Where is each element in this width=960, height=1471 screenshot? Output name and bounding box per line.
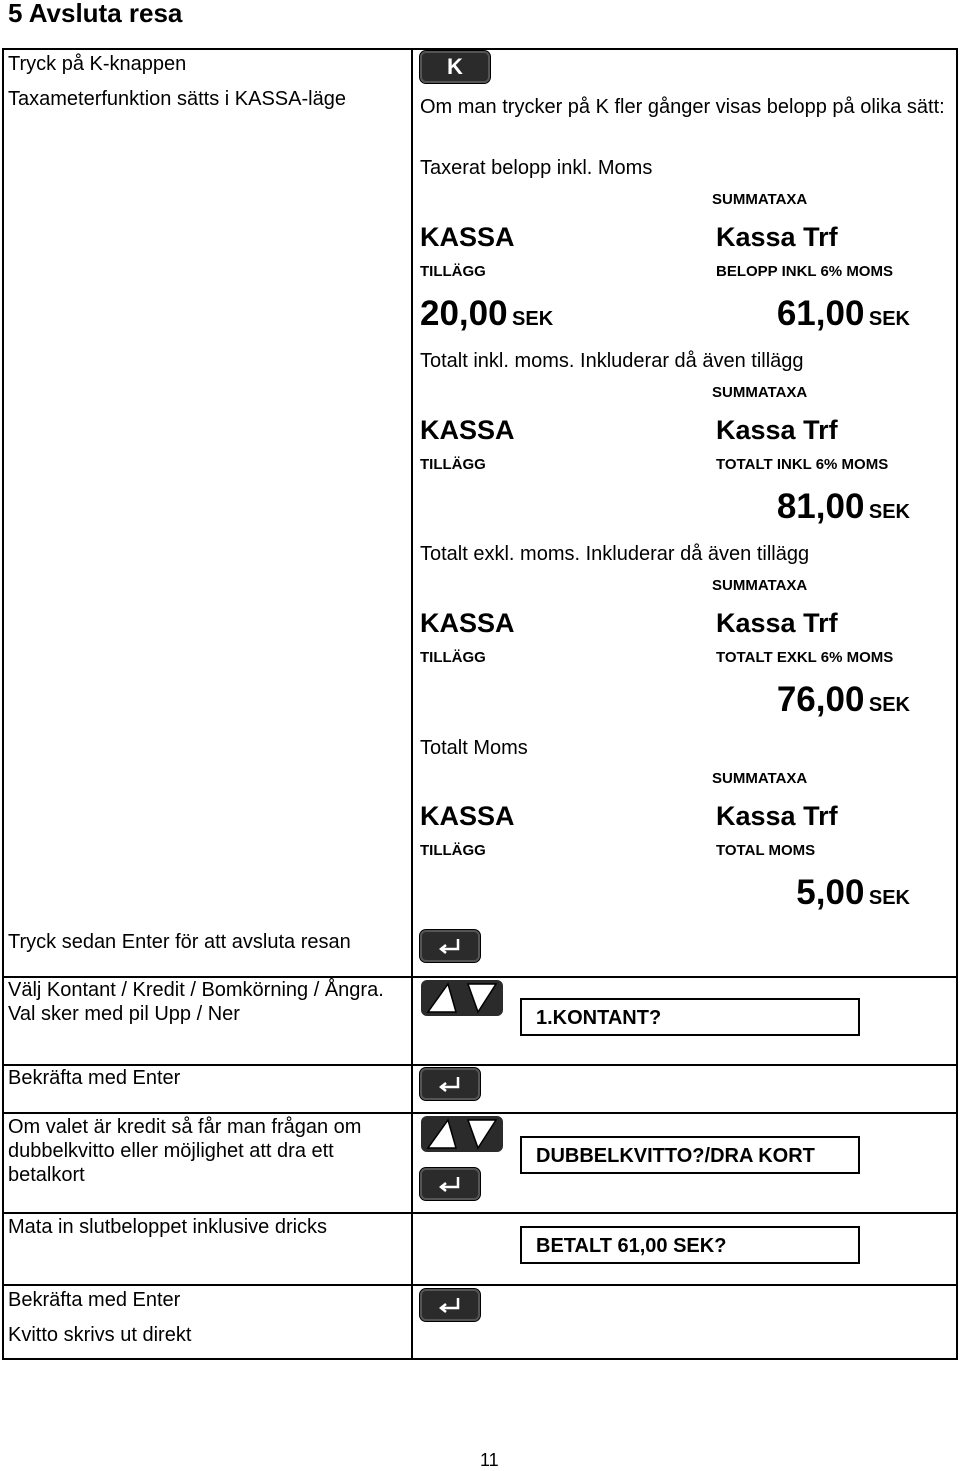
amount-display: 81,00 SEK (776, 487, 910, 526)
display-sublabel: BELOPP INKL 6% MOMS (716, 263, 893, 280)
summataxa-label: SUMMATAXA (712, 770, 808, 787)
amount-display: 76,00 SEK (776, 680, 910, 719)
block-heading: Taxerat belopp inkl. Moms (420, 157, 653, 179)
k-key-icon: K (420, 51, 490, 83)
enter-key-icon (420, 1168, 480, 1200)
display-betalt: BETALT 61,00 SEK? (520, 1226, 860, 1264)
instruction-credit: Om valet är kredit så får man frågan om dubbelkvitto eller möjlighet att dra ett betalkort (8, 1116, 362, 1186)
tillagg-label: TILLÄGG (420, 456, 486, 473)
page-number: 11 (480, 1450, 499, 1470)
table-right-border (956, 48, 958, 1360)
summataxa-label: SUMMATAXA (712, 384, 808, 401)
display-sublabel: TOTALT INKL 6% MOMS (716, 456, 889, 473)
instruction-kassa-mode: Taxameterfunktion sätts i KASSA-läge (8, 88, 346, 110)
instruction-choose-payment: Välj Kontant / Kredit / Bomkörning / Ångra. Val sker med pil Upp / Ner (8, 979, 384, 1025)
tillagg-label: TILLÄGG (420, 649, 486, 666)
left-amount: 20,00 SEK (420, 294, 554, 333)
instruction-press-enter: Tryck sedan Enter för att avsluta resan (8, 931, 351, 953)
kassa-label: KASSA (420, 608, 515, 638)
page-title: 5 Avsluta resa (8, 0, 183, 28)
up-down-arrow-keys-icon (420, 1115, 504, 1153)
instruction-enter-amount: Mata in slutbeloppet inklusive dricks (8, 1216, 328, 1238)
display-sublabel: TOTALT EXKL 6% MOMS (716, 649, 894, 666)
summataxa-label: SUMMATAXA (712, 191, 808, 208)
row-divider (2, 1112, 958, 1114)
instruction-confirm-enter: Bekräfta med Enter (8, 1067, 181, 1089)
column-divider (411, 48, 413, 1360)
kassa-trf-label: Kassa Trf (716, 801, 838, 831)
summataxa-label: SUMMATAXA (712, 577, 808, 594)
table-bottom-border (2, 1358, 958, 1360)
enter-key-icon (420, 1289, 480, 1321)
amount-display: 5,00 SEK (796, 873, 910, 912)
tillagg-label: TILLÄGG (420, 263, 486, 280)
table-top-border (2, 48, 958, 50)
kassa-trf-label: Kassa Trf (716, 608, 838, 638)
block-heading: Totalt Moms (420, 737, 528, 759)
instruction-press-k: Tryck på K-knappen (8, 53, 187, 75)
instruction-receipt: Kvitto skrivs ut direkt (8, 1324, 192, 1346)
row-divider (2, 1212, 958, 1214)
display-sublabel: TOTAL MOMS (716, 842, 816, 859)
block-heading: Totalt inkl. moms. Inkluderar då även tillägg (420, 350, 804, 372)
up-down-arrow-keys-icon (420, 979, 504, 1017)
display-kontant: 1.KONTANT? (520, 998, 860, 1036)
row-divider (2, 1284, 958, 1286)
kassa-label: KASSA (420, 801, 515, 831)
enter-key-icon (420, 1068, 480, 1100)
tillagg-label: TILLÄGG (420, 842, 486, 859)
kassa-trf-label: Kassa Trf (716, 415, 838, 445)
kassa-trf-label: Kassa Trf (716, 222, 838, 252)
enter-key-icon (420, 930, 480, 962)
kassa-label: KASSA (420, 222, 515, 252)
display-dubbelkvitto: DUBBELKVITTO?/DRA KORT (520, 1136, 860, 1174)
table-left-border (2, 48, 4, 1360)
k-intro-text: Om man trycker på K fler gånger visas belopp på olika sätt: (420, 96, 945, 118)
block-heading: Totalt exkl. moms. Inkluderar då även tillägg (420, 543, 810, 565)
kassa-label: KASSA (420, 415, 515, 445)
amount-display: 61,00 SEK (776, 294, 910, 333)
instruction-confirm-enter: Bekräfta med Enter (8, 1289, 181, 1311)
